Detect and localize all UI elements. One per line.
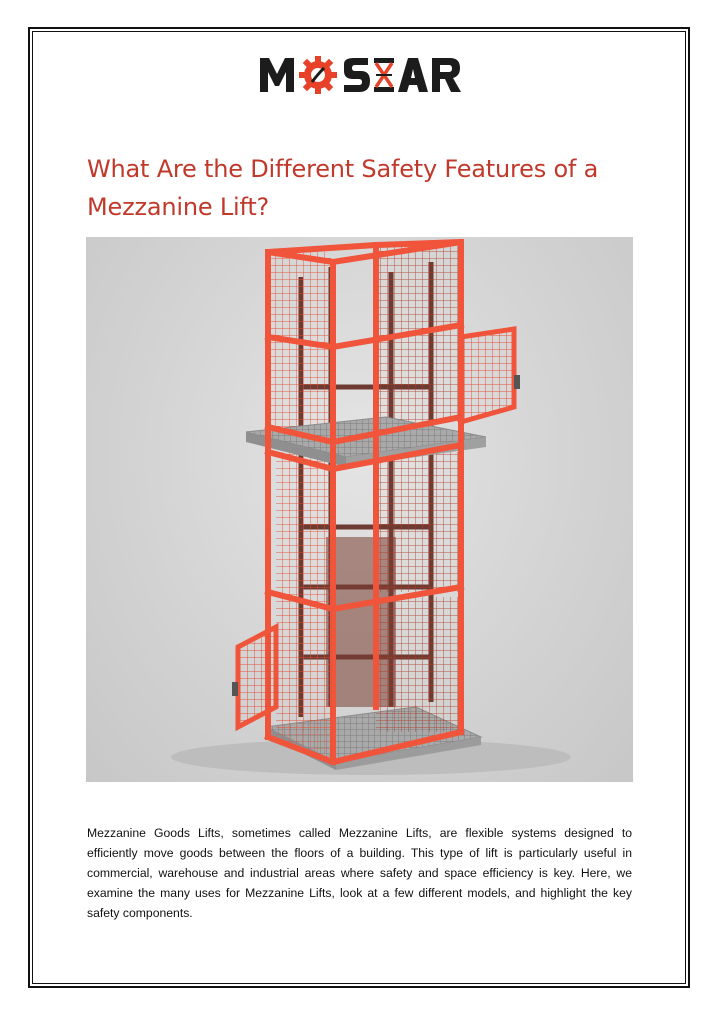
lift-photo bbox=[86, 237, 633, 782]
mostar-logo bbox=[258, 52, 462, 96]
mezzanine-lift-illustration bbox=[86, 237, 633, 782]
intro-paragraph: Mezzanine Goods Lifts, sometimes called Mezzanine Lifts, are flexible systems designed to efficiently move goods between the floors of a building. This type of lift is particularly useful in commercial, warehouse and industrial areas where safety and space efficiency is key. Here, we examine the many uses for Mezzanine Lifts, look at a few different models, and highlight the key safety components. bbox=[87, 826, 632, 920]
page-title: What Are the Different Safety Features of a Mezzanine Lift? bbox=[87, 155, 599, 221]
